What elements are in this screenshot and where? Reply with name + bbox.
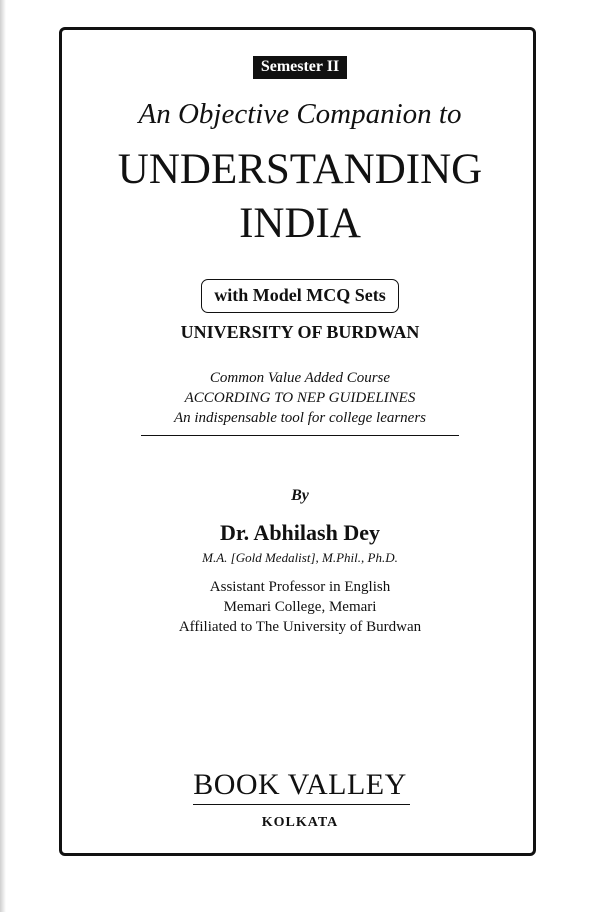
- course-line-1: Common Value Added Course: [209, 370, 391, 386]
- author-affiliation: [0, 577, 600, 637]
- affiliation-line-1: Assistant Professor in English: [209, 579, 391, 595]
- course-line-3: An indispensable tool for college learners: [173, 410, 427, 426]
- course-description: [0, 368, 600, 428]
- affiliation-line-2: Memari College, Memari: [223, 599, 377, 615]
- publisher-name: BOOK VALLEY: [193, 768, 407, 801]
- author-degrees: M.A. [Gold Medalist], M.Phil., Ph.D.: [202, 550, 398, 565]
- mcq-box-row: [0, 279, 600, 313]
- semester-badge: Semester II: [253, 56, 347, 79]
- course-line-2: ACCORDING TO NEP GUIDELINES: [184, 390, 416, 406]
- semester-row: [0, 56, 600, 79]
- title-line-1: UNDERSTANDING: [117, 146, 483, 193]
- publisher-city: KOLKATA: [261, 815, 339, 830]
- subtitle: An Objective Companion to: [138, 98, 462, 130]
- author-name: Dr. Abhilash Dey: [220, 520, 380, 545]
- publisher-underline: [193, 804, 410, 805]
- title-line-2: INDIA: [239, 200, 361, 247]
- affiliation-line-3: Affiliated to The University of Burdwan: [178, 619, 422, 635]
- course-underline: [141, 435, 459, 436]
- by-label: By: [291, 487, 309, 504]
- university-name: UNIVERSITY OF BURDWAN: [180, 322, 420, 342]
- mcq-box: with Model MCQ Sets: [201, 279, 398, 313]
